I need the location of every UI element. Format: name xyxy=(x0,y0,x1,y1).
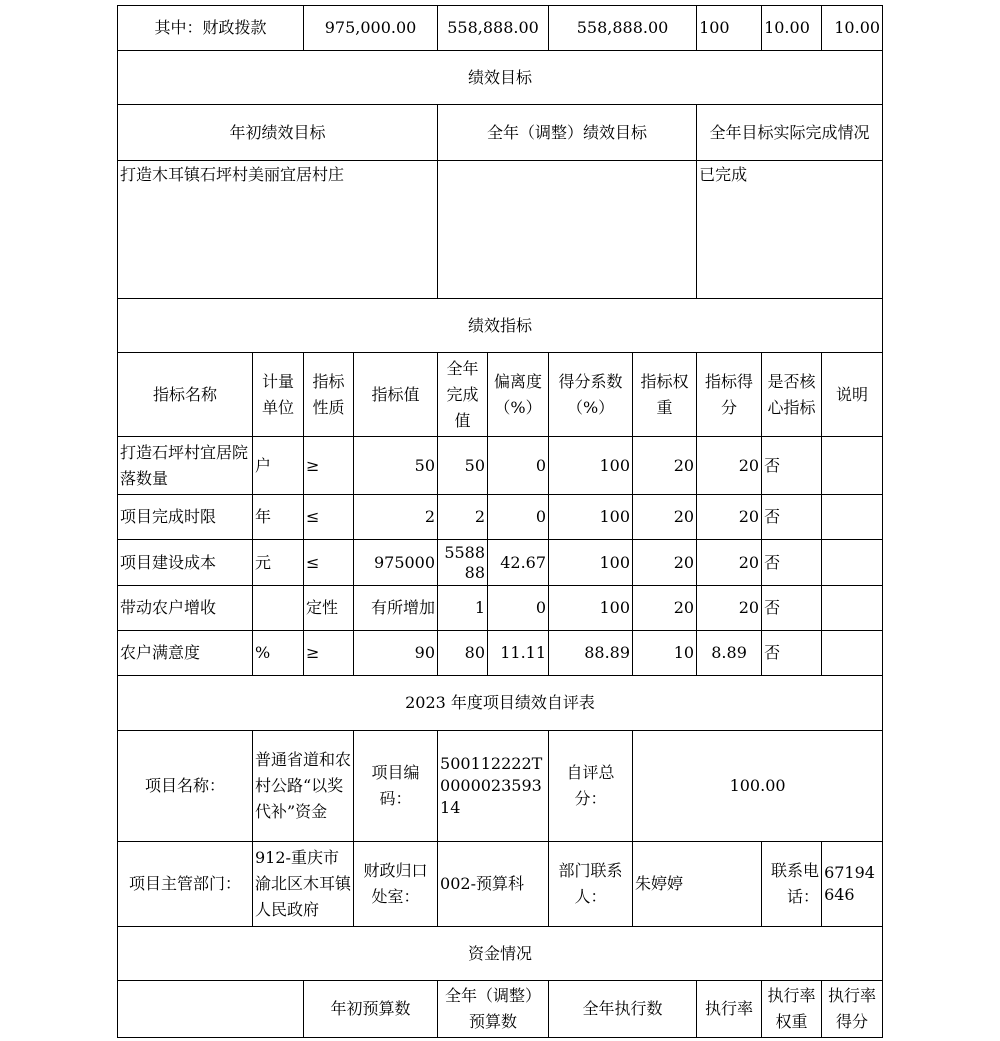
indicator-deviation: 11.11 xyxy=(488,631,549,676)
table-row xyxy=(118,586,883,631)
indicator-nature: ≤ xyxy=(304,495,354,540)
indicator-score: 20 xyxy=(697,540,762,586)
self-eval-title: 2023 年度项目绩效自评表 xyxy=(118,676,883,731)
indicator-actual: 1 xyxy=(438,586,488,631)
indicator-coefficient: 100 xyxy=(549,540,633,586)
indicator-note xyxy=(822,586,883,631)
self-eval-dept-row xyxy=(118,842,883,927)
table-row xyxy=(118,437,883,495)
table-row xyxy=(118,540,883,586)
goals-header-adjusted: 全年（调整）绩效目标 xyxy=(438,105,697,161)
project-code-value: 500112222T000002359314 xyxy=(438,731,549,842)
indicator-unit xyxy=(253,586,304,631)
funds-header-executed: 全年执行数 xyxy=(549,981,697,1038)
dept-value: 912-重庆市渝北区木耳镇人民政府 xyxy=(253,842,354,927)
funds-header-rate-score: 执行率得分 xyxy=(822,981,883,1038)
funds-header-empty xyxy=(118,981,304,1038)
indicator-name: 带动农户增收 xyxy=(118,586,253,631)
goals-value-row xyxy=(118,161,883,299)
goals-header-initial: 年初绩效目标 xyxy=(118,105,438,161)
indicator-unit: 户 xyxy=(253,437,304,495)
indicator-weight: 20 xyxy=(633,586,697,631)
indicator-target: 90 xyxy=(354,631,438,676)
indicator-unit: 年 xyxy=(253,495,304,540)
funds-section-title: 资金情况 xyxy=(118,927,883,981)
indicator-deviation: 42.67 xyxy=(488,540,549,586)
funds-header-initial: 年初预算数 xyxy=(304,981,438,1038)
fund-row-financial xyxy=(118,6,883,51)
goals-adjusted-value xyxy=(438,161,697,299)
indicator-name: 项目建设成本 xyxy=(118,540,253,586)
indicator-deviation: 0 xyxy=(488,437,549,495)
indicator-header-coefficient: 得分系数（%） xyxy=(549,353,633,437)
project-name-label: 项目名称： xyxy=(118,731,253,842)
self-eval-project-row xyxy=(118,731,883,842)
performance-evaluation-table xyxy=(117,5,883,1038)
indicator-header-target: 指标值 xyxy=(354,353,438,437)
indicator-deviation: 0 xyxy=(488,586,549,631)
contact-value: 朱婷婷 xyxy=(633,842,762,927)
indicator-core: 否 xyxy=(762,437,822,495)
indicator-core: 否 xyxy=(762,495,822,540)
funds-header-adjusted: 全年（调整）预算数 xyxy=(438,981,549,1038)
indicator-coefficient: 100 xyxy=(549,495,633,540)
fund-score: 10.00 xyxy=(822,6,883,51)
fund-adjusted-budget: 558,888.00 xyxy=(438,6,549,51)
indicator-actual: 50 xyxy=(438,437,488,495)
finance-office-value: 002-预算科 xyxy=(438,842,549,927)
indicator-header-name: 指标名称 xyxy=(118,353,253,437)
indicator-header-actual: 全年完成值 xyxy=(438,353,488,437)
indicator-coefficient: 100 xyxy=(549,586,633,631)
indicator-actual: 2 xyxy=(438,495,488,540)
indicator-header-weight: 指标权重 xyxy=(633,353,697,437)
indicator-header-score: 指标得分 xyxy=(697,353,762,437)
indicator-header-core: 是否核心指标 xyxy=(762,353,822,437)
funds-header-rate-weight: 执行率权重 xyxy=(762,981,822,1038)
fund-executed: 558,888.00 xyxy=(549,6,697,51)
indicator-unit: % xyxy=(253,631,304,676)
indicator-header-deviation: 偏离度（%） xyxy=(488,353,549,437)
indicator-deviation: 0 xyxy=(488,495,549,540)
fund-row-label: 其中：财政拨款 xyxy=(118,6,304,51)
indicator-note xyxy=(822,631,883,676)
indicator-name: 打造石坪村宜居院落数量 xyxy=(118,437,253,495)
indicator-name: 项目完成时限 xyxy=(118,495,253,540)
indicator-header-note: 说明 xyxy=(822,353,883,437)
indicator-core: 否 xyxy=(762,540,822,586)
goals-header-row xyxy=(118,105,883,161)
indicator-target: 975000 xyxy=(354,540,438,586)
indicator-unit: 元 xyxy=(253,540,304,586)
funds-header-rate: 执行率 xyxy=(697,981,762,1038)
indicator-weight: 20 xyxy=(633,540,697,586)
goals-initial-value: 打造木耳镇石坪村美丽宜居村庄 xyxy=(118,161,438,299)
indicator-actual: 558888 xyxy=(438,540,488,586)
indicator-coefficient: 100 xyxy=(549,437,633,495)
indicator-nature: ≥ xyxy=(304,437,354,495)
table-row xyxy=(118,495,883,540)
indicator-coefficient: 88.89 xyxy=(549,631,633,676)
indicator-score: 20 xyxy=(697,586,762,631)
indicator-nature: 定性 xyxy=(304,586,354,631)
indicator-core: 否 xyxy=(762,586,822,631)
indicator-header-unit: 计量单位 xyxy=(253,353,304,437)
fund-weight: 100 xyxy=(697,6,762,51)
indicator-note xyxy=(822,495,883,540)
indicator-actual: 80 xyxy=(438,631,488,676)
table-row xyxy=(118,631,883,676)
total-score-value: 100.00 xyxy=(633,731,883,842)
indicator-note xyxy=(822,437,883,495)
indicator-target: 2 xyxy=(354,495,438,540)
indicator-target: 有所增加 xyxy=(354,586,438,631)
indicator-header-nature: 指标性质 xyxy=(304,353,354,437)
contact-label: 部门联系人： xyxy=(549,842,633,927)
indicator-nature: ≤ xyxy=(304,540,354,586)
indicators-section-title: 绩效指标 xyxy=(118,299,883,353)
indicator-weight: 10 xyxy=(633,631,697,676)
goals-header-actual: 全年目标实际完成情况 xyxy=(697,105,883,161)
fund-initial-budget: 975,000.00 xyxy=(304,6,438,51)
project-name-value: 普通省道和农村公路“以奖代补”资金 xyxy=(253,731,354,842)
dept-label: 项目主管部门： xyxy=(118,842,253,927)
indicator-nature: ≥ xyxy=(304,631,354,676)
indicator-weight: 20 xyxy=(633,495,697,540)
project-code-label: 项目编码： xyxy=(354,731,438,842)
indicator-weight: 20 xyxy=(633,437,697,495)
indicator-target: 50 xyxy=(354,437,438,495)
indicator-name: 农户满意度 xyxy=(118,631,253,676)
goals-section-title: 绩效目标 xyxy=(118,51,883,105)
indicator-core: 否 xyxy=(762,631,822,676)
indicator-score: 20 xyxy=(697,495,762,540)
goals-actual-value: 已完成 xyxy=(697,161,883,299)
indicator-note xyxy=(822,540,883,586)
phone-label: 联系电话： xyxy=(762,842,822,927)
indicator-score: 8.89 xyxy=(697,631,762,676)
fund-rate: 10.00 xyxy=(762,6,822,51)
phone-value: 67194646 xyxy=(822,842,883,927)
indicators-header-row xyxy=(118,353,883,437)
finance-office-label: 财政归口处室： xyxy=(354,842,438,927)
indicator-score: 20 xyxy=(697,437,762,495)
funds-header-row xyxy=(118,981,883,1038)
total-score-label: 自评总分： xyxy=(549,731,633,842)
